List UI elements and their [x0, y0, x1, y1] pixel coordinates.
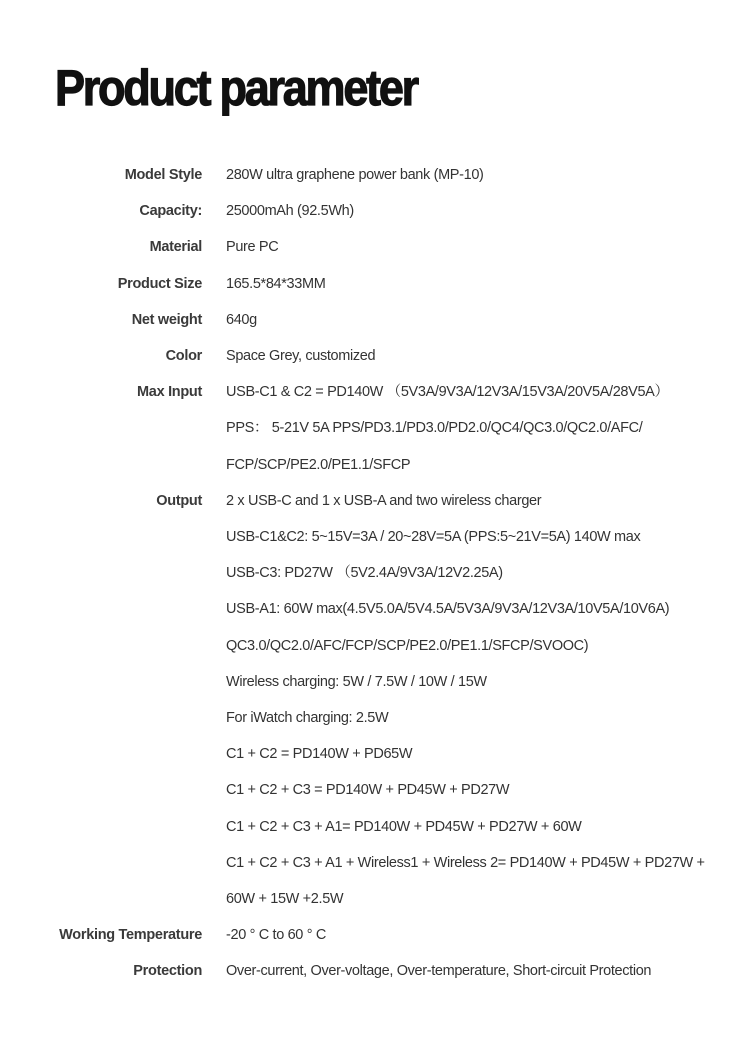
param-values — [226, 917, 750, 953]
param-values — [226, 157, 750, 193]
param-row-material — [0, 229, 750, 265]
param-label: Material — [149, 239, 202, 256]
param-value: 165.5*84*33MM — [226, 275, 326, 292]
param-row-model-style — [0, 157, 750, 193]
param-label: Net weight — [131, 311, 202, 328]
param-value: FCP/SCP/PE2.0/PE1.1/SFCP — [226, 456, 411, 473]
param-label: Color — [165, 348, 202, 365]
param-row-capacity — [0, 193, 750, 229]
param-value: Over-current, Over-voltage, Over-temperature, Short-circuit Protection — [226, 963, 652, 980]
param-value: USB-A1: 60W max(4.5V5.0A/5V4.5A/5V3A/9V3A/12V3A/10V5A/10V6A) — [226, 601, 670, 618]
param-values — [226, 953, 750, 989]
param-row-output — [0, 483, 750, 917]
param-label: Capacity: — [139, 203, 202, 220]
param-value: USB-C1&C2: 5~15V=3A / 20~28V=5A (PPS:5~21V=5A) 140W max — [226, 529, 641, 546]
param-value: 2 x USB-C and 1 x USB-A and two wireless charger — [226, 492, 542, 509]
param-label: Working Temperature — [59, 927, 202, 944]
param-values — [226, 266, 750, 302]
param-values — [226, 483, 750, 917]
param-value: C1 + C2 + C3 + A1= PD140W + PD45W + PD27W + 60W — [226, 818, 582, 835]
page-title: Product parameter — [55, 60, 417, 116]
param-value: Space Grey, customized — [226, 348, 376, 365]
param-label: Protection — [133, 963, 202, 980]
param-values — [226, 229, 750, 265]
param-value: 60W + 15W +2.5W — [226, 891, 344, 908]
param-values — [226, 193, 750, 229]
param-values — [226, 338, 750, 374]
param-label: Model Style — [124, 167, 202, 183]
param-row-net-weight — [0, 302, 750, 338]
param-value: 25000mAh (92.5Wh) — [226, 203, 354, 220]
param-row-max-input — [0, 374, 750, 483]
param-value: Pure PC — [226, 239, 279, 256]
param-value: Wireless charging: 5W / 7.5W / 10W / 15W — [226, 673, 487, 690]
param-values — [226, 374, 750, 483]
param-row-working-temperature — [0, 917, 750, 953]
param-value: QC3.0/QC2.0/AFC/FCP/SCP/PE2.0/PE1.1/SFCP/SVOOC) — [226, 637, 589, 654]
param-value: For iWatch charging: 2.5W — [226, 710, 389, 727]
param-value: 280W ultra graphene power bank (MP-10) — [226, 167, 484, 183]
param-value: USB-C3: PD27W （5V2.4A/9V3A/12V2.25A) — [226, 565, 503, 582]
param-value: C1 + C2 = PD140W + PD65W — [226, 746, 413, 763]
param-value: -20 ° C to 60 ° C — [226, 927, 326, 944]
param-label: Max Input — [137, 384, 202, 401]
param-label: Product Size — [117, 275, 202, 292]
param-value: C1 + C2 + C3 = PD140W + PD45W + PD27W — [226, 782, 510, 799]
param-value: 640g — [226, 311, 257, 328]
param-row-product-size — [0, 266, 750, 302]
param-label: Output — [156, 492, 202, 509]
param-values — [226, 302, 750, 338]
param-value: PPS： 5-21V 5A PPS/PD3.1/PD3.0/PD2.0/QC4/QC3.0/QC2.0/AFC/ — [226, 420, 643, 437]
parameter-table — [0, 157, 750, 990]
param-row-protection — [0, 953, 750, 989]
param-row-color — [0, 338, 750, 374]
param-value: USB-C1 & C2 = PD140W （5V3A/9V3A/12V3A/15V3A/20V5A/28V5A） — [226, 384, 669, 401]
param-value: C1 + C2 + C3 + A1 + Wireless1 + Wireless 2= PD140W + PD45W + PD27W + — [226, 854, 705, 871]
